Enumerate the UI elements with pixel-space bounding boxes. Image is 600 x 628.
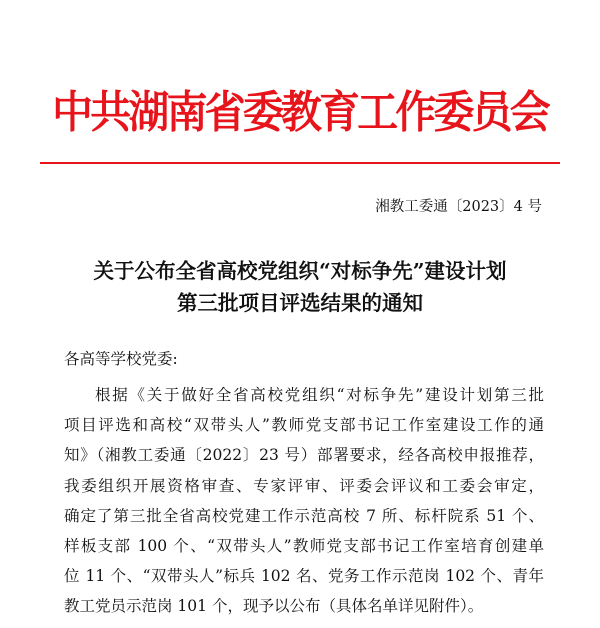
body-line: 我委组织开展资格审查、专家评审、评委会评议和工委会审定， <box>64 476 544 495</box>
body-line: 样板支部 100 个、“双带头人”教师党支部书记工作室培育创建单 <box>64 536 544 555</box>
body-line: 知》（湘教工委通〔2022〕23 号）部署要求，经各高校申报推荐， <box>64 446 544 465</box>
notice-title-line-1: 关于公布全省高校党组织“对标争先”建设计划 <box>93 259 507 283</box>
notice-title-line-2: 第三批项目评选结果的通知 <box>177 291 423 315</box>
body-paragraph <box>64 380 544 622</box>
salutation: 各高等学校党委: <box>64 350 178 368</box>
body-line: 位 11 个、“双带头人”标兵 102 名、党务工作示范岗 102 个、青年 <box>64 567 544 586</box>
body-line: 教工党员示范岗 101 个，现予以公布（具体名单详见附件）。 <box>64 597 484 616</box>
body-line: 确定了第三批全省高校党建工作示范高校 7 所、标杆院系 51 个、 <box>64 506 544 525</box>
issuer-masthead: 中共湖南省委教育工作委员会 <box>52 87 548 138</box>
red-divider-line <box>40 162 560 164</box>
document-number: 湘教工委通〔2023〕4 号 <box>375 199 542 215</box>
body-line: 根据《关于做好全省高校党组织“对标争先”建设计划第三批 <box>95 386 544 404</box>
body-line: 项目评选和高校“双带头人”教师党支部书记工作室建设工作的通 <box>64 416 544 435</box>
